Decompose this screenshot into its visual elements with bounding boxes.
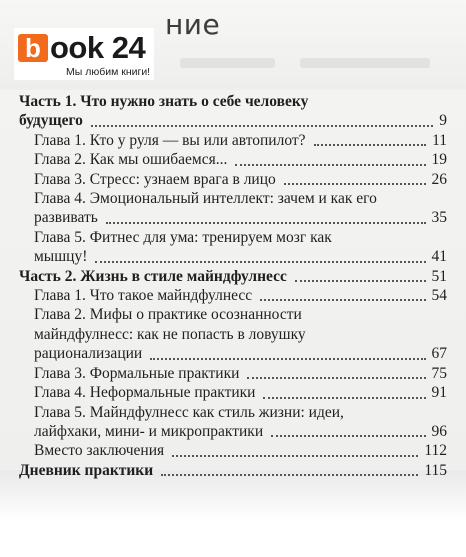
dot-leader bbox=[284, 182, 426, 185]
toc-chapter-title: Глава 1. Кто у руля — вы или автопилот? bbox=[34, 131, 306, 149]
toc-part-title: Часть 1. Что нужно знать о себе человеку bbox=[19, 93, 309, 110]
dot-leader bbox=[271, 434, 425, 437]
toc-chapter-title: Глава 3. Формальные практики bbox=[34, 364, 240, 382]
toc-chapter-row bbox=[19, 131, 447, 150]
dot-leader bbox=[150, 357, 425, 360]
toc-chapter-title: майндфулнесс: как не попасть в ловушку bbox=[34, 325, 306, 343]
page-header bbox=[0, 0, 466, 90]
toc-page-number: 26 bbox=[431, 170, 447, 188]
toc-part-row bbox=[19, 267, 447, 286]
toc-chapter-row bbox=[19, 247, 447, 266]
dot-leader bbox=[263, 396, 425, 399]
toc-chapter-title: Глава 4. Эмоциональный интеллект: зачем и как его bbox=[34, 190, 377, 208]
dot-leader bbox=[91, 124, 433, 127]
toc-chapter-title: развивать bbox=[34, 209, 98, 227]
toc-chapter-row bbox=[19, 150, 447, 169]
toc-chapter-title: Глава 3. Стресс: узнаем врага в лицо bbox=[34, 170, 276, 188]
toc-chapter-row bbox=[19, 208, 447, 227]
toc-part-title: Дневник практики bbox=[19, 461, 154, 479]
toc-page-number: 19 bbox=[431, 151, 447, 169]
dot-leader bbox=[314, 143, 427, 146]
table-of-contents bbox=[19, 92, 447, 480]
toc-part-title: Часть 2. Жизнь в стиле майндфулнесс bbox=[19, 267, 287, 285]
toc-chapter-title: Глава 4. Неформальные практики bbox=[34, 384, 256, 402]
toc-chapter-title: Глава 2. Мифы о практике осознанности bbox=[34, 306, 302, 324]
toc-chapter-title: Глава 5. Фитнес для ума: тренируем мозг как bbox=[34, 228, 332, 246]
toc-chapter-title: Глава 2. Как мы ошибаемся... bbox=[34, 151, 228, 169]
toc-chapter-title: Глава 5. Майндфулнесс как стиль жизни: идеи, bbox=[34, 403, 344, 421]
faded-text bbox=[300, 58, 430, 68]
toc-chapter-row bbox=[19, 344, 447, 363]
toc-chapter-row bbox=[19, 170, 447, 189]
toc-page-number: 41 bbox=[431, 248, 447, 266]
book24-logo[interactable] bbox=[14, 28, 154, 80]
toc-page-number: 67 bbox=[431, 345, 447, 363]
toc-chapter-row bbox=[19, 364, 447, 383]
toc-part-row bbox=[19, 111, 447, 130]
toc-page-number: 9 bbox=[439, 112, 447, 130]
toc-page-number: 11 bbox=[432, 131, 447, 149]
logo-wordmark: ook 24 bbox=[50, 30, 146, 65]
dot-leader bbox=[172, 454, 418, 457]
dot-leader bbox=[95, 260, 425, 263]
toc-page-number: 35 bbox=[431, 209, 447, 227]
toc-page-number: 96 bbox=[431, 422, 447, 440]
toc-chapter-title: рационализации bbox=[34, 345, 143, 363]
toc-page-number: 115 bbox=[424, 461, 447, 479]
dot-leader bbox=[295, 279, 426, 282]
toc-part-title: будущего bbox=[19, 112, 83, 130]
toc-page-number: 112 bbox=[424, 442, 447, 460]
toc-chapter-title: мышцу! bbox=[34, 248, 88, 266]
faded-text bbox=[180, 58, 275, 68]
logo-tagline: Мы любим книги! bbox=[66, 66, 151, 78]
dot-leader bbox=[260, 298, 425, 301]
dot-leader bbox=[235, 163, 425, 166]
toc-page-number: 51 bbox=[431, 267, 447, 285]
toc-page-number: 91 bbox=[431, 384, 447, 402]
dot-leader bbox=[106, 221, 426, 224]
toc-chapter-title: лайфхаки, мини- и микропрактики bbox=[34, 422, 264, 440]
toc-chapter-title: Глава 1. Что такое майндфулнесс bbox=[34, 287, 253, 305]
toc-chapter-row bbox=[19, 286, 447, 305]
page-shadow bbox=[0, 470, 466, 557]
toc-chapter-row bbox=[19, 422, 447, 441]
logo-mark: b bbox=[18, 34, 48, 62]
toc-chapter-title: Вместо заключения bbox=[34, 442, 165, 460]
dot-leader bbox=[161, 473, 418, 476]
toc-part-row bbox=[19, 461, 447, 480]
toc-page-number: 75 bbox=[431, 364, 447, 382]
toc-page-number: 54 bbox=[431, 287, 447, 305]
toc-chapter-row bbox=[19, 441, 447, 460]
dot-leader bbox=[247, 376, 425, 379]
toc-chapter-row bbox=[19, 383, 447, 402]
page-title-fragment: ние bbox=[165, 8, 221, 41]
